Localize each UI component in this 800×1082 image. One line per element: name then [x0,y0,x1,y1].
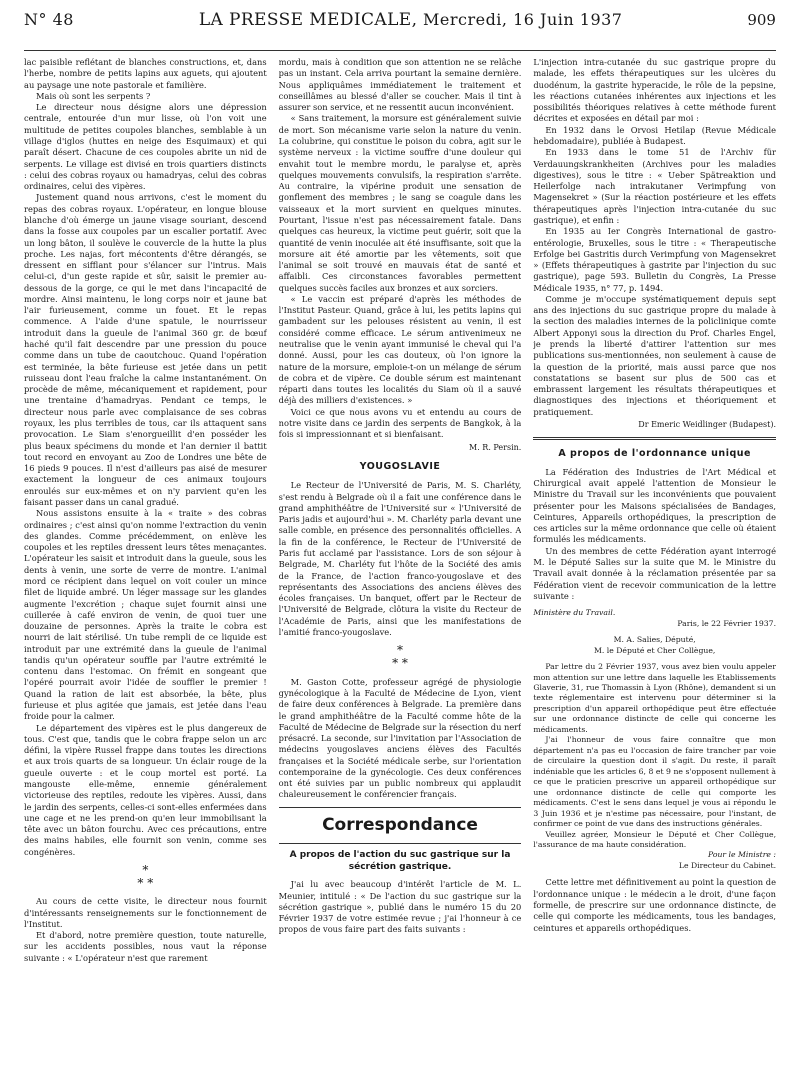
author-signature: M. R. Persin. [469,442,522,452]
paragraph: J'ai lu avec beaucoup d'intérêt l'article de M. L. Meunier, intitulé : « De l'action du suc gastrique sur la sécrétion gastrique », publié dans le numéro 15 du 20 Février 1937 de votre estimée revue ; j'ai l'honneur à ce propos de vous faire part des faits suivants : [278,879,522,935]
letter-address: M. A. Salies, Député, [613,635,696,645]
section-title-yougoslavie: YOUGOSLAVIE [359,461,441,473]
columns [24,57,776,1077]
masthead [24,10,776,51]
journal-title-date [199,10,623,30]
issue-date: Mercredi, 16 Juin 1937 [422,10,623,29]
paragraph: Mais où sont les serpents ? [36,90,151,101]
journal-name: LA PRESSE MEDICALE, [198,10,418,30]
paragraph: Et d'abord, notre première question, toute naturelle, sur les accidents possibles, nous vaut la réponse suivante : « L'opérateur n'est que rarement [24,930,267,963]
paragraph: Le département des vipères est le plus dangereux de tous. C'est que, tandis que le cobra frappe selon un arc défini, la vipère Russel frappe dans toutes les directions et aux trois quarts de sa longueur. Un éclair rouge de la gueule ouverte : et le coup mortel est porté. La mangouste elle-même, ennemie généralement victorieuse des reptiles, redoute les vipères. Aussi, dans le jardin des serpents, celles-ci sont-elles enfermées dans une cage et ne les prend-on qu'en leur immobilisant la tête avec un bâton fourchu. Avec ces précautions, entre des mains habiles, elle fournit son venin, comme ses congénères. [24,722,267,857]
column-2 [279,57,522,1077]
paragraph: Cette lettre met définitivement au point la question de l'ordonnance unique : le médecin a le droit, d'une façon formelle, de prescrire sur une ordonnance distincte, de celle qui comporte les médicaments, tous les bandages, ceintures et appareils orthopédiques. [533,877,777,933]
paragraph: En 1932 dans le Orvosi Hetilap (Revue Médicale hebdomadaire), publiée à Budapest. [533,124,777,146]
author-signature: Dr Emeric Weidlinger (Budapest). [638,420,777,429]
letter-paragraph: J'ai l'honneur de vous faire connaître que mon département n'a pas eu l'occasion de faire trancher par voie de circulaire la question dont il s'agit. Du reste, il paraît indéniable que les articles 6, 8 et 9 ne s'opposent nullement à ce que le praticien prescrive un appareil orthopédique sur une ordonnance distincte de celle qui comporte les médicaments. C'est le sens dans lequel je vous ai répondu le 3 Juin 1936 et je n'estime pas nécessaire, pour l'instant, de confirmer ce point de vue dans des instructions générales. [533,735,777,829]
paragraph: Au cours de cette visite, le directeur nous fournit d'intéressants renseignements sur le fonctionnement de l'Institut. [24,896,267,929]
paragraph: La Fédération des Industries de l'Art Médical et Chirurgical avait appelé l'attention de Monsieur le Ministre du Travail sur les inconvénients que pouvaient présenter pour les Maisons spécialisées de Bandages, Ceintures, Appareils orthopédiques, la prescription de ces articles sur la même ordonnance que celle où étaient formulés les médicaments. [533,466,777,545]
letter-salutation: M. le Député et Cher Collègue, [594,645,716,655]
letter-paragraph: Par lettre du 2 Février 1937, vous avez bien voulu appeler mon attention sur une lettre dans laquelle les Etablissements Glaverie, 31, rue Thomassin à Lyon (Rhône), demandent si un texte réglementaire est intervenu pour déterminer si la prescription d'un appareil orthopédique peut être effectuée sur une ordonnance distincte de celle qui concerne les médicaments. [533,662,777,734]
paragraph: En 1933 dans le tome 51 de l'Archiv für Verdauungskrankheiten (Archives pour les maladies digestives), sous le titre : « Ueber Spätreaktion und Heilerfolge nach intrakutaner Verimpfung von Magensekret » (Sur la réaction postérieure et les effets thérapeutiques après l'injection intra-cutanée du suc gastrique), et enfin : [533,147,777,225]
divider [279,843,522,844]
paragraph: lac paisible reflétant de blanches constructions, et, dans l'herbe, nombre de petits lapins aux aguets, qui ajoutent au paysage une note pastorale et familière. [24,57,267,90]
divider [533,437,776,440]
paragraph: Justement quand nous arrivons, c'est le moment du repas des cobras royaux. L'opérateur, en longue blouse blanche d'où émerge un jaune visage souriant, descend dans la fosse aux coupoles par un escalier portatif. Avec un long bâton, il soulève le couvercle de la hutte la plus proche. Les najas, fort mécontents d'être dérangés, se dressent en sifflant pour s'élancer sur l'intrus. Mais celui-ci, d'un geste rapide et sûr, saisit le premier au-dessous de la gorge, ce qui le met dans l'incapacité de mordre. Ainsi maintenu, le long corps noir et jaune bat l'air furieusement, comme un fouet. Et le repas commence. A l'aide d'une spatule, le nourrisseur introduit dans la gueule de l'animal 360 gr. de bœuf haché qu'il fait descendre par une pression du pouce comme dans un tube de caoutchouc. Quand l'opération est terminée, la bête furieuse est jetée dans un petit ruisseau dont l'eau fraîche la calme instantanément. On procède de même, mécaniquement et rapidement, pour une trentaine d'hamadryas. Pendant ce temps, le directeur nous parle avec complaisance de ses cobras royaux, les plus terribles de tous, car ils attaquent sans provocation. Le Siam s'enorgueillit d'en posséder les plus beaux spécimens du monde et l'an dernier il battit tout record en envoyant au Zoo de Londres une bête de 16 pieds 9 pouces. Il n'est d'ailleurs pas aisé de mesurer exactement la longueur de ces animaux toujours enroulés sur eux-mêmes et on n'y parvient qu'en les faisant passer dans un canal gradué. [24,192,267,507]
correspondance-title: Correspondance [322,814,478,835]
paragraph: En 1935 au Ier Congrès International de gastro-entérologie, Bruxelles, sous le titre : « Therapeutische Erfolge bei Gastritis durch Verimpfung von Magensekret » (Effets thérapeutiques à gastrite par l'injection du suc gastrique), page 593. Bulletin du Congrès, La Presse Médicale 1935, n° 77, p. 1494. [533,226,777,293]
letter-signer: Le Directeur du Cabinet. [678,860,777,870]
letter-paragraph: Veuillez agréer, Monsieur le Député et Cher Collègue, l'assurance de ma haute considération. [533,829,777,849]
paragraph: « Sans traitement, la morsure est généralement suivie de mort. Son mécanisme varie selon la nature du venin. La colubrine, qui constitue le poison du cobra, agit sur le système nerveux : la victime souffre d'une douleur qui envahit tout le membre mordu, le paralyse et, après quelques mouvements convulsifs, la respiration s'arrête. Au contraire, la vipérine produit une sensation de gonflement des membres ; le sang se coagule dans les vaisseaux et la mort survient en quelques minutes. Pourtant, l'issue n'est pas nécessairement fatale. Dans quelques cas heureux, la victime peut guérir, soit que la quantité de venin inoculée ait été insuffisante, soit que la morsure ait été amortie par les vêtements, soit que l'animal se soit trouvé en mauvais état de santé et affaibli. Ces circonstances favorables permettent quelques succès faciles aux bronzes et aux sorciers. [278,113,522,293]
correspondance-subtitle: A propos de l'action du suc gastrique sur la sécrétion gastrique. [289,849,511,872]
paragraph: Le Recteur de l'Université de Paris, M. S. Charléty, s'est rendu à Belgrade où il a fait une conférence dans le grand amphithéâtre de l'Université sur « l'Université de Paris jadis et aujourd'hui ». M. Charléty parla devant une salle comble, en présence des personnalités officielles. A la fin de la conférence, le Recteur de l'Université de Paris fut acclamé par l'assistance. Lors de son séjour à Belgrade, M. Charléty fut l'hôte de la Société des amis de la France, de l'action franco-yougoslave et des représentants des Associations des anciens élèves des écoles françaises. Un banquet, offert par le Recteur de l'Université de Belgrade, clôtura la visite du Recteur de l'Académie de Paris, ainsi que les manifestations de l'amitié franco-yougoslave. [278,480,522,637]
paragraph: Un des membres de cette Fédération ayant interrogé M. le Député Salies sur la suite que M. le Ministre du Travail avait donnée à la réclamation présentée par sa Fédération vient de recevoir communication de la lettre suivante : [533,545,777,601]
column-1 [24,57,267,1077]
paragraph: Le directeur nous désigne alors une dépression centrale, entourée d'un mur lisse, où l'on voit une multitude de petites coupoles blanches, semblable à un village d'iglos (huttes en neige des Esquimaux) et qui paraît désert. Chacune de ces coupoles abrite un nid de serpents. Le village est divisé en trois quartiers distincts : celui des cobras royaux ou hamadryas, celui des cobras ordinaires, celui des vipères. [24,102,267,192]
paragraph: L'injection intra-cutanée du suc gastrique propre du malade, les effets thérapeutiques sur les ulcères du duodénum, la gastrite hyperacide, le rôle de la pepsine, les réactions cutanées inhérentes aux injections et les possibilités théoriques relatives à cette méthode furent décrites et exposées en détail par moi : [533,57,777,124]
divider [279,807,522,808]
letter-date: Paris, le 22 Février 1937. [677,618,777,628]
ministry-heading: Ministère du Travail. [533,608,616,618]
section-stars: * * * [137,862,154,891]
issue-number: N° 48 [24,10,74,29]
page-number: 909 [747,11,776,29]
paragraph: Nous assistons ensuite à la « traite » des cobras ordinaires ; c'est ainsi qu'on nomme l'extraction du venin des glandes. Comme précédemment, on enlève les coupoles et les reptiles dressent leurs têtes menaçantes. L'opérateur les saisit et introduit dans la gueule, sous les dents à venin, une sorte de verre de montre. L'animal mord ce récipient dans lequel on voit couler un mince filet de liquide ambré. Un léger massage sur les glandes augmente l'excrétion ; chaque sujet fournit ainsi une cuillerée à café environ de venin, de quoi tuer une douzaine de personnes. Après la traite le cobra est nourri de lait stérilisé. Un tube rempli de ce liquide est introduit par une extrémité dans la gueule de l'animal tandis qu'un opérateur souffle par l'autre extrémité le contenu dans l'estomac. On frémit en songeant que l'opéré pourrait avoir l'idée de souffler le premier ! Quand la ration de lait est absorbée, la bête, plus furieuse et plus agitée que jamais, est jetée dans l'eau froide pour la calmer. [24,508,267,722]
paragraph: Comme je m'occupe systématiquement depuis sept ans des injections du suc gastrique propre du malade à la section des maladies internes de la policlinique comte Albert Apponyi sous la direction du Prof. Charles Engel, je prends la liberté d'attirer l'attention sur mes publications sus-mentionnées, non seulement à cause de la question de la priorité, mais aussi parce que nos constatations se basent sur plus de 500 cas et embrassent largement les résultats thérapeutiques et diagnostiques des injections et théoriquement et pratiquement. [533,293,777,417]
paragraph: mordu, mais à condition que son attention ne se relâche pas un instant. Cela arriva pourtant la semaine dernière. Nous appliquâmes immédiatement le traitement et conseillâmes au blessé d'aller se coucher. Mais il tint à assurer son service, et ne ressentit aucun inconvénient. [278,57,522,113]
paragraph: Voici ce que nous avons vu et entendu au cours de notre visite dans ce jardin des serpents de Bangkok, à la fois si impressionnant et si bienfaisant. [278,406,522,440]
letter-signoff: Pour le Ministre : [707,850,777,860]
column-3 [533,57,776,1077]
paragraph: M. Gaston Cotte, professeur agrégé de physiologie gynécologique à la Faculté de Médecine de Lyon, vient de faire deux conférences à Belgrade. La première dans le grand amphithéâtre de la Faculté comme hôte de la Faculté de Médecine de Belgrade sur la résection du nerf présacré. La seconde, sur l'invitation par l'Association de médecins yougoslaves anciens élèves des Facultés françaises et la Société médicale serbe, sur l'orientation contemporaine de la gynécologie. Ces deux conférences ont été suivies par un public nombreux qui applaudit chaleureusement le conférencier français. [278,676,522,800]
section-title-ordonnance: A propos de l'ordonnance unique [558,447,751,459]
section-stars: * * * [392,643,408,671]
paragraph: « Le vaccin est préparé d'après les méthodes de l'Institut Pasteur. Quand, grâce à lui, les petits lapins qui gambadent sur les pelouses résistent au venin, il est considéré comme efficace. Le sérum antivenimeux ne neutralise que le venin ayant immunisé le cheval qui l'a donné. Aussi, pour les cas douteux, où l'on ignore la nature de la morsure, emploie-t-on un mélange de sérum de cobra et de vipère. Ce double sérum est maintenant réparti dans toutes les localités du Siam où il a sauvé déjà des milliers d'existences. » [278,293,522,406]
